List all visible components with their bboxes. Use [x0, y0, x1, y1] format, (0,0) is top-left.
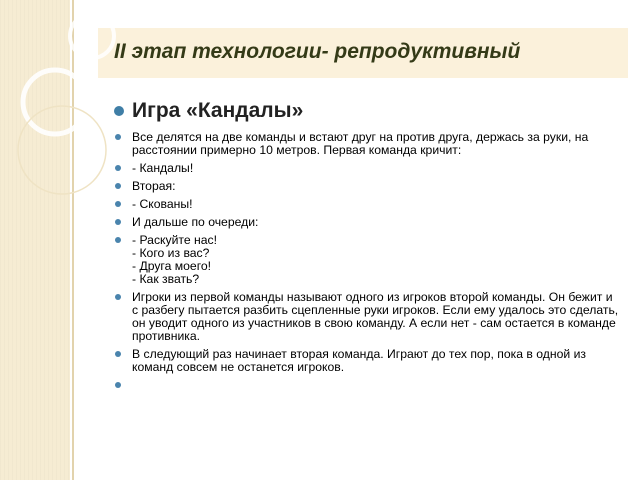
- bullet-dot-icon: [115, 294, 121, 300]
- list-item: [114, 216, 622, 229]
- bullet-dot-icon: [115, 237, 121, 243]
- list-item-text: Игроки из первой команды называют одного из игроков второй команды. Он бежит и с разбегу пытается разбить сцепленные руки игроков. Если ему удалось это сделать, он уводит одного из участников в свою команду. А если нет - сам остается в команде противника.: [132, 290, 619, 343]
- bullet-list: [114, 131, 622, 397]
- list-item: [114, 291, 622, 343]
- bullet-dot-icon: [115, 165, 121, 171]
- bullet-dot-icon: [115, 134, 121, 140]
- list-item: [114, 379, 622, 392]
- list-item-text: - Друга моего!: [132, 259, 212, 273]
- list-item-text: - Как звать?: [132, 272, 200, 286]
- bullet-dot-icon: [115, 183, 121, 189]
- list-item-text: [132, 379, 622, 392]
- list-item-text: И дальше по очереди:: [132, 215, 259, 229]
- list-item: [114, 234, 622, 286]
- bullet-dot-icon: [115, 219, 121, 225]
- list-item-text: Вторая:: [132, 179, 176, 193]
- list-item-text: - Раскуйте нас!: [132, 233, 218, 247]
- list-item: [114, 348, 622, 374]
- slide-subtitle: [114, 99, 303, 123]
- list-item: [114, 198, 622, 211]
- bullet-dot-icon: [115, 351, 121, 357]
- list-item: [114, 180, 622, 193]
- bullet-icon: [114, 106, 124, 116]
- list-item: [114, 162, 622, 175]
- subtitle-text: Игра «Кандалы»: [132, 99, 304, 122]
- list-item-text: - Кого из вас?: [132, 246, 210, 260]
- list-item-text: - Кандалы!: [132, 161, 194, 175]
- list-item-text: Все делятся на две команды и встают друг на против друга, держась за руки, на расстоянии примерно 10 метров. Первая команда кричит:: [132, 130, 589, 157]
- bullet-dot-icon: [115, 382, 121, 388]
- list-item-text: - Скованы!: [132, 197, 193, 211]
- list-item-text: В следующий раз начинает вторая команда. Играют до тех пор, пока в одной из команд совсем не останется игроков.: [132, 347, 586, 374]
- list-item: [114, 131, 622, 157]
- bullet-dot-icon: [115, 201, 121, 207]
- slide-title: II этап технологии- репродуктивный: [114, 40, 521, 63]
